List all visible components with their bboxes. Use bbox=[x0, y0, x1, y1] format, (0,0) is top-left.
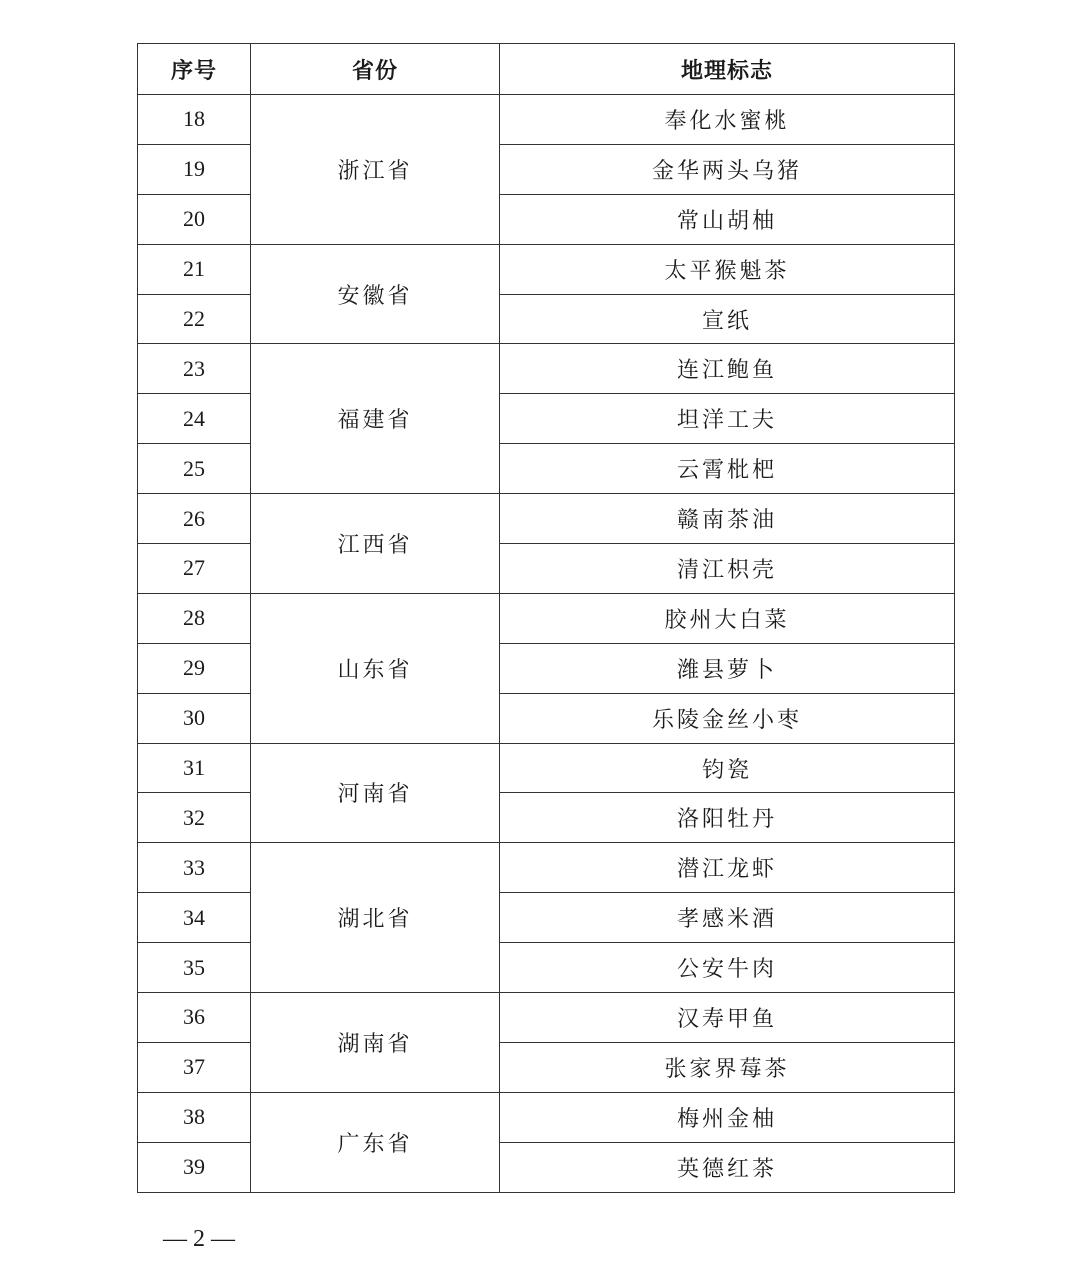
geographical-indication-cell: 梅州金柚 bbox=[500, 1092, 955, 1142]
geographical-indication-cell: 英德红茶 bbox=[500, 1142, 955, 1192]
table-row bbox=[138, 1092, 955, 1142]
province-cell: 浙江省 bbox=[251, 95, 500, 245]
serial-number-cell: 36 bbox=[138, 993, 251, 1043]
province-cell: 湖北省 bbox=[251, 843, 500, 993]
geographical-indication-cell: 乐陵金丝小枣 bbox=[500, 693, 955, 743]
serial-number-cell: 21 bbox=[138, 244, 251, 294]
table-row bbox=[138, 743, 955, 793]
table-row bbox=[138, 993, 955, 1043]
geographical-indication-cell: 汉寿甲鱼 bbox=[500, 993, 955, 1043]
geographical-indication-cell: 连江鲍鱼 bbox=[500, 344, 955, 394]
serial-number-cell: 28 bbox=[138, 593, 251, 643]
page-number: — 2 — bbox=[163, 1226, 235, 1252]
serial-number-cell: 39 bbox=[138, 1142, 251, 1192]
serial-number-cell: 26 bbox=[138, 494, 251, 544]
geographical-indication-table bbox=[137, 43, 955, 1193]
serial-number-cell: 31 bbox=[138, 743, 251, 793]
serial-number-cell: 22 bbox=[138, 294, 251, 344]
table-row bbox=[138, 244, 955, 294]
header-serial-number: 序号 bbox=[138, 44, 251, 95]
province-cell: 山东省 bbox=[251, 593, 500, 743]
geographical-indication-cell: 清江枳壳 bbox=[500, 544, 955, 594]
serial-number-cell: 29 bbox=[138, 643, 251, 693]
province-cell: 江西省 bbox=[251, 494, 500, 594]
table-row bbox=[138, 843, 955, 893]
province-cell: 河南省 bbox=[251, 743, 500, 843]
table-body bbox=[138, 95, 955, 1193]
geographical-indication-cell: 太平猴魁茶 bbox=[500, 244, 955, 294]
geographical-indication-cell: 潜江龙虾 bbox=[500, 843, 955, 893]
serial-number-cell: 38 bbox=[138, 1092, 251, 1142]
geographical-indication-cell: 胶州大白菜 bbox=[500, 593, 955, 643]
province-cell: 广东省 bbox=[251, 1092, 500, 1192]
header-geographical-indication: 地理标志 bbox=[500, 44, 955, 95]
serial-number-cell: 19 bbox=[138, 144, 251, 194]
serial-number-cell: 27 bbox=[138, 544, 251, 594]
serial-number-cell: 30 bbox=[138, 693, 251, 743]
table-header-row bbox=[138, 44, 955, 95]
province-cell: 安徽省 bbox=[251, 244, 500, 344]
geographical-indication-cell: 奉化水蜜桃 bbox=[500, 95, 955, 145]
geographical-indication-cell: 洛阳牡丹 bbox=[500, 793, 955, 843]
serial-number-cell: 24 bbox=[138, 394, 251, 444]
serial-number-cell: 25 bbox=[138, 444, 251, 494]
serial-number-cell: 23 bbox=[138, 344, 251, 394]
geographical-indication-cell: 常山胡柚 bbox=[500, 194, 955, 244]
header-province: 省份 bbox=[251, 44, 500, 95]
table-row bbox=[138, 344, 955, 394]
geographical-indication-cell: 公安牛肉 bbox=[500, 943, 955, 993]
geographical-indication-cell: 云霄枇杷 bbox=[500, 444, 955, 494]
serial-number-cell: 34 bbox=[138, 893, 251, 943]
province-cell: 湖南省 bbox=[251, 993, 500, 1093]
geographical-indication-cell: 坦洋工夫 bbox=[500, 394, 955, 444]
geographical-indication-cell: 孝感米酒 bbox=[500, 893, 955, 943]
serial-number-cell: 33 bbox=[138, 843, 251, 893]
geographical-indication-cell: 钧瓷 bbox=[500, 743, 955, 793]
geographical-indication-cell: 赣南茶油 bbox=[500, 494, 955, 544]
geographical-indication-cell: 张家界莓茶 bbox=[500, 1042, 955, 1092]
serial-number-cell: 18 bbox=[138, 95, 251, 145]
serial-number-cell: 37 bbox=[138, 1042, 251, 1092]
province-cell: 福建省 bbox=[251, 344, 500, 494]
table-row bbox=[138, 494, 955, 544]
serial-number-cell: 35 bbox=[138, 943, 251, 993]
table-row bbox=[138, 593, 955, 643]
serial-number-cell: 32 bbox=[138, 793, 251, 843]
table-row bbox=[138, 95, 955, 145]
serial-number-cell: 20 bbox=[138, 194, 251, 244]
geographical-indication-cell: 金华两头乌猪 bbox=[500, 144, 955, 194]
geographical-indication-cell: 宣纸 bbox=[500, 294, 955, 344]
geographical-indication-cell: 潍县萝卜 bbox=[500, 643, 955, 693]
